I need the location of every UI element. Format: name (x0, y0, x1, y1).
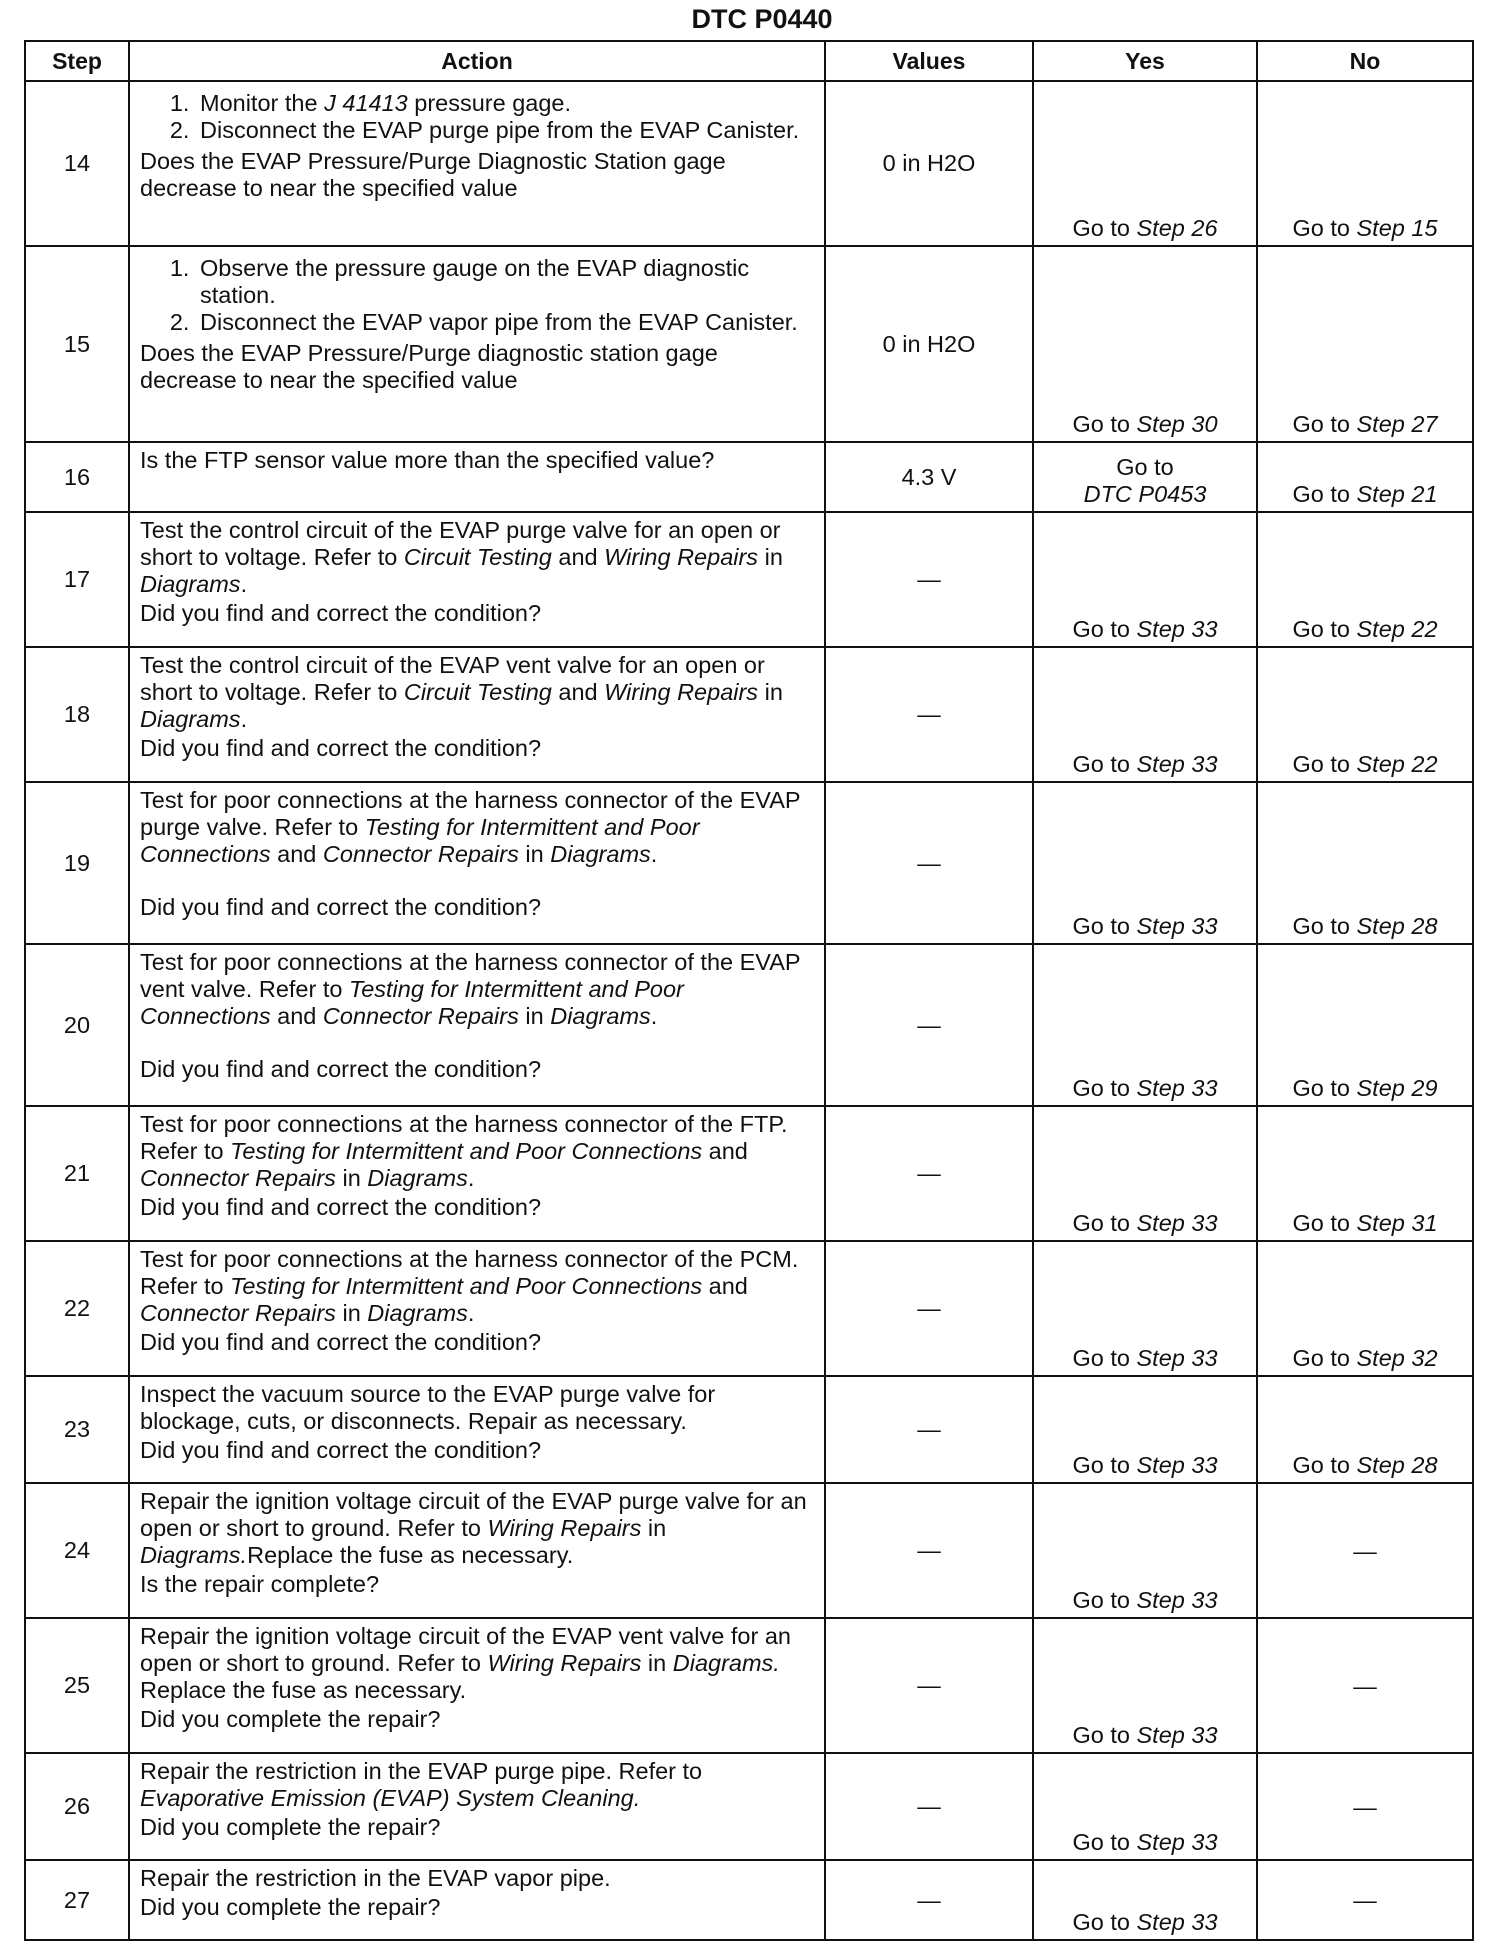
value-cell: — (825, 1241, 1033, 1376)
action-step-item: 1. Observe the pressure gauge on the EVAP diagnostic station. (196, 255, 814, 309)
value-cell: 4.3 V (825, 442, 1033, 512)
yes-cell: Go to Step 33 (1033, 1753, 1257, 1860)
table-row (25, 647, 1473, 782)
action-question: Did you complete the repair? (140, 1706, 441, 1732)
action-cell (129, 782, 825, 944)
action-text: Repair the restriction in the EVAP vapor pipe. (140, 1865, 611, 1891)
action-text: Is the FTP sensor value more than the specified value? (140, 447, 715, 473)
action-text: Repair the restriction in the EVAP purge pipe. Refer to Evaporative Emission (EVAP) System Cleaning. (140, 1758, 703, 1811)
action-cell (129, 647, 825, 782)
yes-cell: Go to Step 33 (1033, 1618, 1257, 1753)
action-cell (129, 1376, 825, 1483)
action-question: Did you find and correct the condition? (140, 600, 542, 626)
header-values: Values (825, 41, 1033, 81)
table-row (25, 1618, 1473, 1753)
no-cell: Go to Step 15 (1257, 81, 1473, 246)
no-cell: Go to Step 28 (1257, 1376, 1473, 1483)
action-text: Test the control circuit of the EVAP vent valve for an open or short to voltage. Refer to Circuit Testing and Wiring Repairs in Diagrams. (140, 652, 783, 732)
value-cell: — (825, 1753, 1033, 1860)
value-cell: — (825, 1106, 1033, 1241)
action-text: Test the control circuit of the EVAP purge valve for an open or short to voltage. Refer to Circuit Testing and Wiring Repairs in Diagrams. (140, 517, 783, 597)
step-number: 16 (25, 442, 129, 512)
table-header-row (25, 41, 1473, 81)
step-number: 22 (25, 1241, 129, 1376)
no-cell: Go to Step 21 (1257, 442, 1473, 512)
action-text: Test for poor connections at the harness connector of the EVAP vent valve. Refer to Testing for Intermittent and Poor Connections and Connector Repairs in Diagrams. (140, 949, 801, 1029)
yes-cell: Go to Step 33 (1033, 1241, 1257, 1376)
step-number: 14 (25, 81, 129, 246)
value-cell: — (825, 647, 1033, 782)
step-number: 19 (25, 782, 129, 944)
yes-cell: Go to Step 33 (1033, 944, 1257, 1106)
action-cell (129, 442, 825, 512)
action-question: Does the EVAP Pressure/Purge Diagnostic Station gage decrease to near the specified value (140, 148, 726, 201)
action-question: Did you find and correct the condition? (140, 1329, 542, 1355)
step-number: 18 (25, 647, 129, 782)
table-row (25, 1860, 1473, 1940)
step-number: 20 (25, 944, 129, 1106)
action-cell (129, 1106, 825, 1241)
header-yes: Yes (1033, 41, 1257, 81)
action-question: Did you complete the repair? (140, 1814, 441, 1840)
table-row (25, 246, 1473, 442)
action-text: Test for poor connections at the harness connector of the FTP. Refer to Testing for Intermittent and Poor Connections and Connector Repairs in Diagrams. (140, 1111, 788, 1191)
yes-cell: Go to Step 33 (1033, 782, 1257, 944)
action-steps (140, 90, 814, 144)
step-number: 24 (25, 1483, 129, 1618)
yes-cell: Go to Step 33 (1033, 1483, 1257, 1618)
no-cell: Go to Step 28 (1257, 782, 1473, 944)
yes-cell: Go to Step 33 (1033, 647, 1257, 782)
no-cell: — (1257, 1618, 1473, 1753)
step-number: 26 (25, 1753, 129, 1860)
step-number: 17 (25, 512, 129, 647)
header-step: Step (25, 41, 129, 81)
table-row (25, 782, 1473, 944)
action-text: Repair the ignition voltage circuit of the EVAP vent valve for an open or short to ground. Refer to Wiring Repairs in Diagrams. Replace the fuse as necessary. (140, 1623, 791, 1703)
step-number: 15 (25, 246, 129, 442)
action-cell (129, 1483, 825, 1618)
action-question: Did you find and correct the condition? (140, 894, 542, 920)
step-number: 25 (25, 1618, 129, 1753)
table-row (25, 81, 1473, 246)
action-text: Inspect the vacuum source to the EVAP purge valve for blockage, cuts, or disconnects. Repair as necessary. (140, 1381, 716, 1434)
yes-cell: Go to DTC P0453 (1033, 442, 1257, 512)
action-cell (129, 1860, 825, 1940)
action-cell (129, 81, 825, 246)
value-cell: — (825, 1376, 1033, 1483)
no-cell: Go to Step 22 (1257, 512, 1473, 647)
yes-cell: Go to Step 33 (1033, 1860, 1257, 1940)
action-cell (129, 1618, 825, 1753)
no-cell: Go to Step 32 (1257, 1241, 1473, 1376)
yes-cell: Go to Step 26 (1033, 81, 1257, 246)
no-cell: Go to Step 31 (1257, 1106, 1473, 1241)
action-question: Is the repair complete? (140, 1571, 380, 1597)
step-number: 27 (25, 1860, 129, 1940)
no-cell: — (1257, 1753, 1473, 1860)
action-cell (129, 944, 825, 1106)
action-step-item: 2. Disconnect the EVAP purge pipe from the EVAP Canister. (196, 117, 814, 144)
table-row (25, 1106, 1473, 1241)
step-number: 21 (25, 1106, 129, 1241)
action-question: Did you find and correct the condition? (140, 1056, 542, 1082)
value-cell: 0 in H2O (825, 246, 1033, 442)
table-row (25, 1483, 1473, 1618)
no-cell: Go to Step 27 (1257, 246, 1473, 442)
action-question: Did you find and correct the condition? (140, 735, 542, 761)
step-number: 23 (25, 1376, 129, 1483)
no-cell: Go to Step 29 (1257, 944, 1473, 1106)
table-row (25, 512, 1473, 647)
value-cell: — (825, 1483, 1033, 1618)
diagnostic-table (24, 40, 1474, 1941)
no-cell: Go to Step 22 (1257, 647, 1473, 782)
no-cell: — (1257, 1860, 1473, 1940)
table-row (25, 1376, 1473, 1483)
value-cell: — (825, 944, 1033, 1106)
table-row (25, 442, 1473, 512)
table-row (25, 1753, 1473, 1860)
action-step-item: 2. Disconnect the EVAP vapor pipe from the EVAP Canister. (196, 309, 814, 336)
action-cell (129, 1241, 825, 1376)
action-text: Test for poor connections at the harness connector of the PCM. Refer to Testing for Intermittent and Poor Connections and Connector Repairs in Diagrams. (140, 1246, 799, 1326)
yes-cell: Go to Step 33 (1033, 1106, 1257, 1241)
table-row (25, 1241, 1473, 1376)
action-text: Repair the ignition voltage circuit of the EVAP purge valve for an open or short to ground. Refer to Wiring Repairs in Diagrams.Replace the fuse as necessary. (140, 1488, 807, 1568)
no-cell: — (1257, 1483, 1473, 1618)
action-question: Does the EVAP Pressure/Purge diagnostic station gage decrease to near the specified value (140, 340, 718, 393)
action-step-item: 1. Monitor the J 41413 pressure gage. (196, 90, 814, 117)
header-action: Action (129, 41, 825, 81)
action-cell (129, 512, 825, 647)
value-cell: — (825, 1860, 1033, 1940)
value-cell: — (825, 1618, 1033, 1753)
value-cell: — (825, 782, 1033, 944)
document-title: DTC P0440 (691, 4, 833, 34)
yes-cell: Go to Step 30 (1033, 246, 1257, 442)
header-no: No (1257, 41, 1473, 81)
yes-cell: Go to Step 33 (1033, 1376, 1257, 1483)
action-cell (129, 246, 825, 442)
action-question: Did you complete the repair? (140, 1894, 441, 1920)
yes-cell: Go to Step 33 (1033, 512, 1257, 647)
action-cell (129, 1753, 825, 1860)
value-cell: 0 in H2O (825, 81, 1033, 246)
table-row (25, 944, 1473, 1106)
action-question: Did you find and correct the condition? (140, 1194, 542, 1220)
value-cell: — (825, 512, 1033, 647)
action-text: Test for poor connections at the harness connector of the EVAP purge valve. Refer to Testing for Intermittent and Poor Connections and Connector Repairs in Diagrams. (140, 787, 801, 867)
action-question: Did you find and correct the condition? (140, 1437, 542, 1463)
action-steps (140, 255, 814, 336)
